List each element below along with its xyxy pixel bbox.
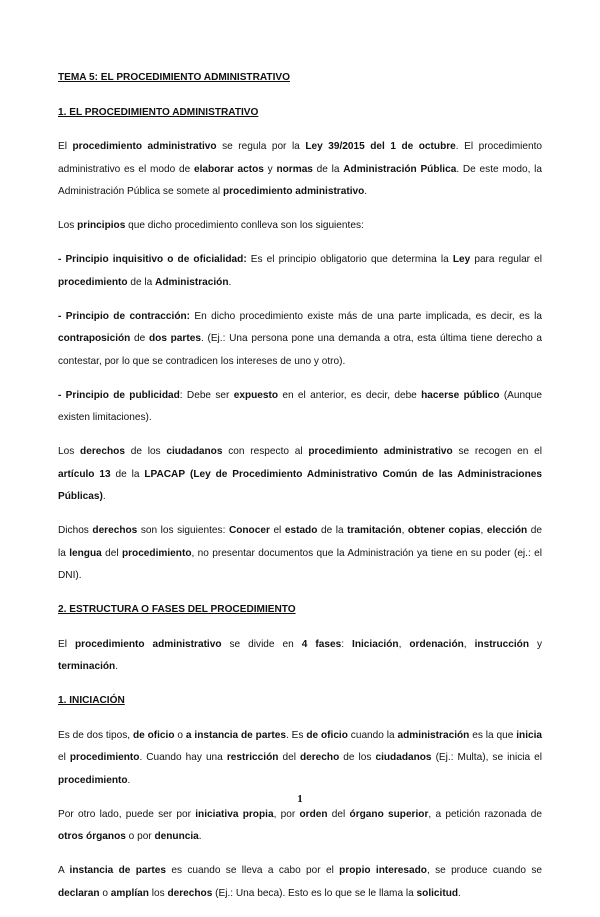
text-run: . — [458, 887, 461, 899]
bold-text-run: derechos — [80, 446, 125, 457]
bold-text-run: derecho — [299, 752, 340, 763]
bold-text-run: contraposición — [58, 333, 131, 344]
document-title: TEMA 5: EL PROCEDIMIENTO ADMINISTRATIVO — [58, 72, 290, 83]
text-run: que dicho procedimiento conlleva son los siguientes: — [125, 220, 364, 231]
bold-text-run: procedimiento — [58, 774, 128, 786]
bold-text-run: denuncia — [154, 831, 199, 842]
paragraph — [58, 215, 542, 238]
section-heading-1: 1. EL PROCEDIMIENTO ADMINISTRATIVO — [58, 106, 259, 118]
bold-text-run: (Ley de Procedimiento Administrativo Común de las Administraciones Públicas) — [58, 468, 542, 502]
bold-text-run: inicia — [516, 729, 543, 741]
text-run: . — [127, 774, 131, 786]
text-run: de los — [339, 752, 376, 763]
text-run: : — [341, 638, 353, 650]
text-run: con respecto al — [222, 446, 309, 457]
text-run: se regula por la — [216, 141, 306, 152]
text-run: Por otro lado, puede ser por — [58, 808, 196, 820]
paragraph — [58, 860, 542, 905]
bold-text-run: elaborar actos — [193, 163, 264, 175]
text-run: de la — [312, 163, 344, 175]
text-run: (Ej.: Multa), se inicia el — [431, 752, 542, 763]
text-run: o — [174, 729, 186, 741]
text-run: . — [198, 831, 202, 842]
bold-text-run: órgano superior — [349, 808, 429, 820]
text-run: , — [463, 638, 475, 650]
bold-text-run: Iniciación — [352, 638, 399, 650]
bold-text-run: derechos — [167, 887, 213, 899]
bold-text-run: procedimiento — [69, 752, 140, 763]
bold-text-run: obtener copias — [407, 525, 481, 536]
text-run: de los — [124, 446, 167, 457]
text-run: en el anterior, es decir, debe — [278, 389, 422, 401]
bold-text-run: - Principio inquisitivo o de oficialidad: — [58, 254, 247, 265]
text-run: (Aunque existen limitaciones). — [58, 389, 542, 423]
text-run: de la — [58, 525, 543, 559]
bold-text-run: normas — [276, 163, 313, 175]
text-run: . — [364, 186, 368, 197]
text-run: los — [148, 887, 168, 899]
text-run: se recogen en el — [452, 446, 542, 457]
text-run: . — [228, 276, 232, 288]
text-run: para regular el — [470, 254, 542, 265]
bold-text-run: a instancia de partes — [185, 729, 286, 741]
text-run: o por — [125, 831, 155, 842]
bold-text-run: propio interesado — [339, 865, 427, 876]
text-run: . Cuando hay una — [139, 752, 227, 763]
text-run: o — [99, 887, 111, 899]
bold-text-run: procedimiento administrativo — [222, 186, 365, 197]
text-run: , — [401, 525, 408, 536]
text-run: de la — [317, 525, 348, 536]
bold-text-run: artículo 13 — [58, 468, 111, 480]
text-run: , se produce cuando se — [426, 865, 542, 876]
bold-text-run: terminación — [58, 661, 116, 672]
bold-text-run: dos partes — [149, 333, 201, 344]
bold-text-run: elección — [486, 525, 528, 536]
text-run: . — [115, 661, 119, 672]
bold-text-run: procedimiento — [121, 547, 192, 559]
bold-text-run: de oficio — [306, 729, 348, 741]
text-run: En dicho procedimiento existe más de una parte implicada, es decir, es la — [190, 310, 542, 322]
bold-text-run: otros órganos — [58, 831, 126, 842]
bold-text-run: 4 fases — [301, 638, 342, 650]
bold-text-run: procedimiento administrativo — [308, 446, 453, 457]
text-run: son los siguientes: — [137, 525, 229, 536]
text-run: El — [58, 141, 73, 152]
text-run: del — [327, 808, 350, 820]
text-run: Los — [58, 220, 78, 231]
page-content — [58, 67, 542, 917]
subsection-heading-iniciacion: 1. INICIACIÓN — [58, 695, 125, 706]
text-run: A — [58, 865, 70, 876]
paragraph — [58, 634, 542, 679]
text-run: del — [101, 547, 122, 559]
bold-text-run: Ley 39/2015 del 1 de octubre — [305, 141, 456, 152]
bold-text-run: de oficio — [132, 729, 175, 741]
bold-text-run: Ley — [452, 254, 471, 265]
bold-text-run: ciudadanos — [166, 446, 223, 457]
text-run: , por — [273, 808, 300, 820]
bold-text-run: estado — [284, 525, 318, 536]
bold-text-run: Conocer — [228, 525, 270, 536]
text-run: Es de dos tipos, — [58, 729, 133, 741]
text-run: . (Ej.: Una persona pone una demanda a otra, esta última tiene derecho a contestar, por lo que se contradicen los intereses de uno y otro). — [58, 333, 542, 367]
bold-text-run: lengua — [69, 547, 102, 559]
text-run: el — [269, 525, 285, 536]
paragraph — [58, 136, 542, 204]
bold-text-run: procedimiento administrativo — [74, 638, 222, 650]
text-run: , a petición razonada de — [428, 808, 542, 820]
bold-text-run: ciudadanos — [375, 752, 432, 763]
bold-text-run: principios — [77, 220, 126, 231]
bold-text-run: procedimiento administrativo — [72, 141, 217, 152]
text-run: de la — [127, 276, 156, 288]
bold-text-run: ordenación — [409, 638, 464, 650]
bold-text-run: LPACAP — [144, 468, 186, 480]
bold-text-run: - Principio de publicidad — [58, 389, 180, 401]
text-run: , — [398, 638, 410, 650]
paragraph — [58, 385, 542, 430]
paragraph — [58, 249, 542, 294]
text-run: y — [529, 638, 543, 650]
text-run: y — [263, 163, 277, 175]
text-run: de — [130, 333, 149, 344]
text-run: Los — [58, 446, 81, 457]
bold-text-run: tramitación — [347, 525, 402, 536]
text-run: El — [58, 638, 75, 650]
text-run: , — [480, 525, 487, 536]
text-run: . El procedimiento administrativo es el modo de — [58, 141, 543, 175]
bold-text-run: orden — [299, 808, 328, 820]
text-run: . — [102, 491, 106, 502]
text-run: . De este modo, la Administración Pública se somete al — [58, 163, 542, 197]
bold-text-run: administración — [397, 729, 470, 741]
bold-text-run: hacerse público — [421, 389, 500, 401]
bold-text-run: procedimiento — [58, 276, 128, 288]
page-number: 1 — [297, 793, 303, 805]
bold-text-run: - Principio de contracción: — [58, 310, 191, 322]
text-run: Dichos — [58, 525, 93, 536]
text-run: (Ej.: Una beca). Esto es lo que se le llama la — [212, 887, 417, 899]
text-run: es cuando se lleva a cabo por el — [166, 865, 340, 876]
paragraph — [58, 804, 542, 849]
bold-text-run: iniciativa propia — [195, 808, 274, 820]
paragraph — [58, 441, 542, 509]
text-run: : Debe ser — [179, 389, 234, 401]
text-run: Es el principio obligatorio que determina la — [246, 254, 453, 265]
bold-text-run: derechos — [92, 525, 138, 536]
text-run: del — [278, 752, 300, 763]
text-run: , no presentar documentos que la Administración ya tiene en su poder (ej.: el DNI). — [58, 547, 542, 581]
bold-text-run: Administración Pública — [343, 163, 457, 175]
bold-text-run: amplían — [110, 887, 149, 899]
paragraph — [58, 520, 542, 588]
text-run: el — [58, 752, 70, 763]
text-run: . Es — [285, 729, 307, 741]
paragraph — [58, 725, 542, 793]
text-run: se divide en — [221, 638, 302, 650]
bold-text-run: instrucción — [474, 638, 530, 650]
text-run: cuando la — [347, 729, 398, 741]
bold-text-run: restricción — [226, 752, 279, 763]
text-run: es la que — [469, 729, 517, 741]
text-run: de la — [110, 468, 145, 480]
bold-text-run: solicitud — [416, 887, 459, 899]
paragraph — [58, 306, 542, 374]
section-heading-2: 2. ESTRUCTURA O FASES DEL PROCEDIMIENTO — [58, 604, 296, 615]
bold-text-run: Administración — [155, 276, 229, 288]
bold-text-run: instancia de partes — [69, 865, 167, 876]
bold-text-run: expuesto — [233, 389, 279, 401]
bold-text-run: declaran — [58, 887, 100, 899]
